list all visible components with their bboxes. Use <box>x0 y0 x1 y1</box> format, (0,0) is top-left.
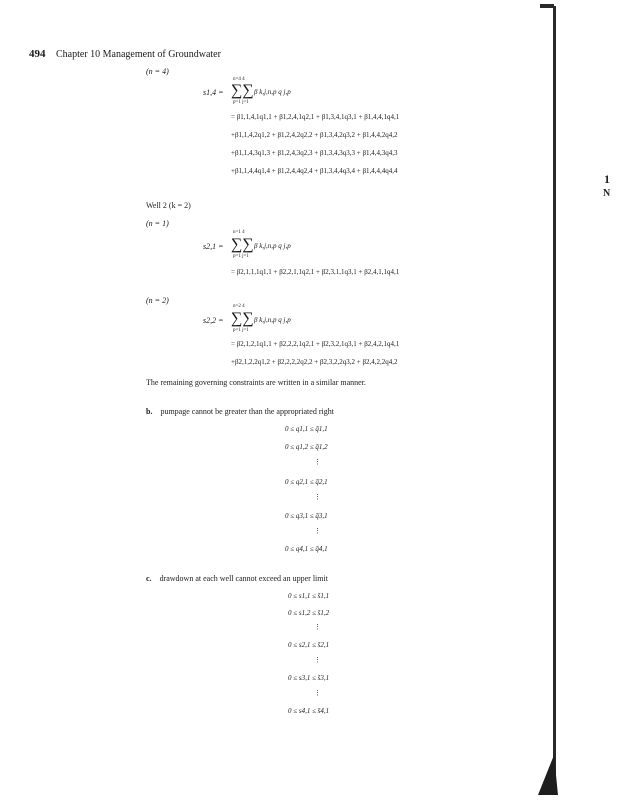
section-c-label: c. <box>146 574 152 583</box>
lhs-n2: s2,2 = <box>203 316 224 325</box>
constraint-c-2: 0 ≤ s1,2 ≤ s̄1,2 <box>288 609 330 617</box>
constraint-b-4: 0 ≤ q3,1 ≤ q̄3,1 <box>285 512 328 520</box>
vertical-ellipsis: ⋮ <box>314 656 321 664</box>
page-number: 494 <box>29 48 46 60</box>
constraint-b-5: 0 ≤ q4,1 ≤ q̄4,1 <box>285 545 328 553</box>
expansion-line-n4-4: +β1,1,4,4q1,4 + β1,2,4,4q2,4 + β1,3,4,4q3,4 + β1,4,4,4q4,4 <box>231 167 398 175</box>
page-edge-line <box>553 6 556 790</box>
double-sum-symbol: ∑∑ <box>231 82 254 99</box>
double-sum-symbol: ∑∑ <box>231 236 254 253</box>
expansion-line-n2-1: = β2,1,2,1q1,1 + β2,2,2,1q2,1 + β2,3,2,1q3,1 + β2,4,2,1q4,1 <box>231 340 400 348</box>
section-c-text: drawdown at each well cannot exceed an upper limit <box>159 574 328 583</box>
vertical-ellipsis: ⋮ <box>314 458 321 466</box>
expansion-line-n4-3: +β1,1,4,3q1,3 + β1,2,4,3q2,3 + β1,3,4,3q3,3 + β1,4,4,3q4,3 <box>231 149 398 157</box>
chapter-title: Chapter 10 Management of Groundwater <box>56 49 221 60</box>
expansion-line-n4-2: +β1,1,4,2q1,2 + β1,2,4,2q2,2 + β1,3,4,2q3,2 + β1,4,4,2q4,2 <box>231 131 398 139</box>
constraint-b-3: 0 ≤ q2,1 ≤ q̄2,1 <box>285 478 328 486</box>
section-b-label: b. <box>146 407 153 416</box>
expansion-line-n4-1: = β1,1,4,1q1,1 + β1,2,4,1q2,1 + β1,3,4,1q3,1 + β1,4,4,1q4,1 <box>231 113 400 121</box>
expansion-line-n1-1: = β2,1,1,1q1,1 + β2,2,1,1q2,1 + β2,3,1,1q3,1 + β2,4,1,1q4,1 <box>231 268 400 276</box>
sum-upper-n1: n=1 4 <box>233 230 245 235</box>
sum-lower-n2: p=1 j=1 <box>233 328 249 333</box>
edge-fragment-top: 1 <box>604 172 610 186</box>
double-sum-symbol: ∑∑ <box>231 310 254 327</box>
lhs-n1: s2,1 = <box>203 242 224 251</box>
constraint-c-4: 0 ≤ s3,1 ≤ s̄3,1 <box>288 674 330 682</box>
lhs-n4: s1,4 = <box>203 88 224 97</box>
case-n1-label: (n = 1) <box>146 219 169 228</box>
constraint-c-3: 0 ≤ s2,1 ≤ s̄2,1 <box>288 641 330 649</box>
page-edge-top-cap <box>540 4 554 8</box>
constraint-b-1: 0 ≤ q1,1 ≤ q̄1,1 <box>285 425 328 433</box>
case-n2-label: (n = 2) <box>146 296 169 305</box>
vertical-ellipsis: ⋮ <box>314 623 321 631</box>
remaining-constraints-note: The remaining governing constraints are written in a similar manner. <box>146 378 366 387</box>
vertical-ellipsis: ⋮ <box>314 527 321 535</box>
sum-upper-n4: n=4 4 <box>233 77 245 82</box>
vertical-ellipsis: ⋮ <box>314 689 321 697</box>
constraint-c-1: 0 ≤ s1,1 ≤ s̄1,1 <box>288 592 330 600</box>
well2-label: Well 2 (k = 2) <box>146 201 191 210</box>
summand-n1: β k,j,n,p q j,p <box>254 242 291 250</box>
sum-upper-n2: n=2 4 <box>233 304 245 309</box>
running-header <box>29 48 221 60</box>
constraint-b-2: 0 ≤ q1,2 ≤ q̄1,2 <box>285 443 328 451</box>
edge-fragment-bottom: N <box>603 188 611 199</box>
constraint-c-5: 0 ≤ s4,1 ≤ s̄4,1 <box>288 707 330 715</box>
section-b-text: pumpage cannot be greater than the appropriated right <box>160 407 334 416</box>
case-n4-label: (n = 4) <box>146 67 169 76</box>
summand-n2: β k,j,n,p q j,p <box>254 316 291 324</box>
sum-lower-n4: p=1 j=1 <box>233 100 249 105</box>
summand-n4: β k,j,n,p q j,p <box>254 88 291 96</box>
page-edge-bottom-shadow <box>538 755 562 795</box>
sum-lower-n1: p=1 j=1 <box>233 254 249 259</box>
expansion-line-n2-2: +β2,1,2,2q1,2 + β2,2,2,2q2,2 + β2,3,2,2q3,2 + β2,4,2,2q4,2 <box>231 358 398 366</box>
vertical-ellipsis: ⋮ <box>314 493 321 501</box>
